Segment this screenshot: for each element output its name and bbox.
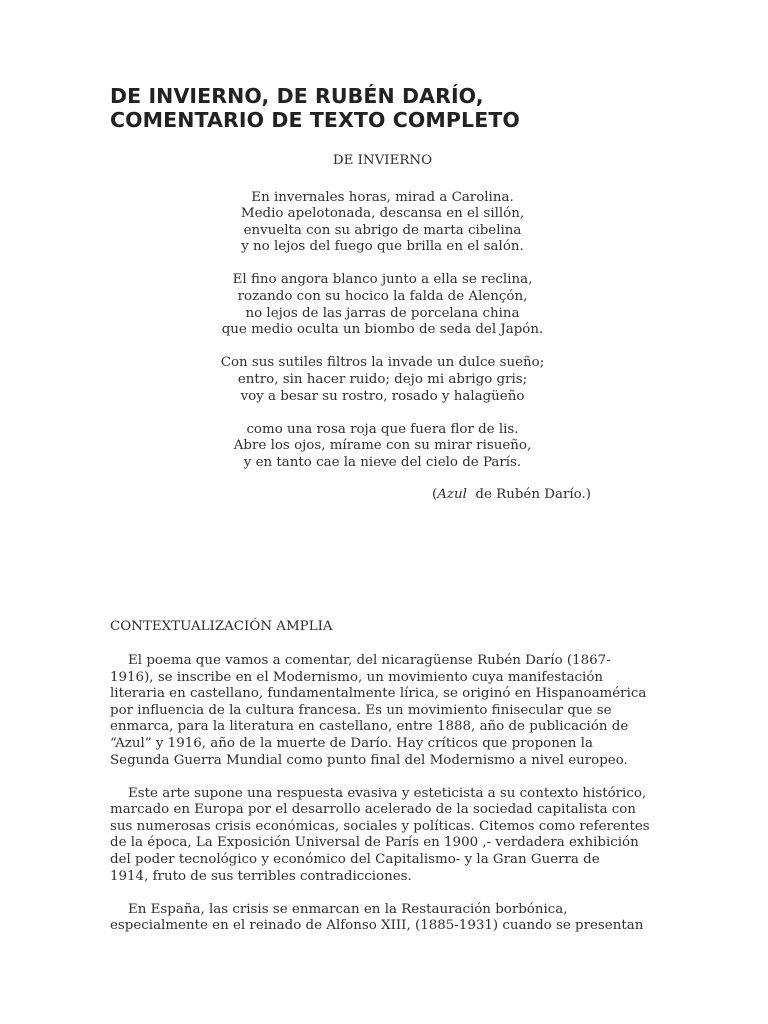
poem-stanza-2 [110,272,655,338]
paragraph-3 [110,902,655,935]
poem-stanza-4 [110,422,655,472]
paragraph-line: sus numerosas crisis económicas, sociales y políticas. Citemos como referentes [110,818,650,834]
paragraph-line: 1916), se inscribe en el Modernismo, un movimiento cuya manifestación [110,669,604,685]
attribution-open: ( [432,487,438,502]
paragraph-line: “Azul” y 1916, año de la muerte de Darío. Hay críticos que proponen la [110,735,593,751]
poem-attribution [432,487,591,504]
paragraph-line: 1914, fruto de sus terribles contradicciones. [110,868,412,884]
poem-stanza-3 [110,355,655,405]
document-title-line-1: DE INVIERNO, DE RUBÉN DARÍO, [110,84,484,108]
poem-line: voy a besar su rostro, rosado y halagüeño [240,388,525,404]
body-text [110,653,655,951]
document-title-line-2: COMENTARIO DE TEXTO COMPLETO [110,108,520,132]
paragraph-line: El poema que vamos a comentar, del nicaragüense Rubén Darío (1867- [128,653,611,668]
attribution-author: de Rubén Darío.) [466,487,591,502]
document-page [110,84,655,934]
poem-line: En invernales horas, mirad a Carolina. [251,189,514,205]
attribution-work-title: Azul [437,487,467,502]
paragraph-line: del poder tecnológico y económico del Capitalismo- y la Gran Guerra de [110,852,600,868]
poem-line: entro, sin hacer ruido; dejo mi abrigo gris; [237,371,528,387]
paragraph-line: En España, las crisis se enmarcan en la Restauración borbónica, [128,901,568,917]
poem-stanza-1 [110,190,655,256]
paragraph-2 [110,786,655,886]
poem-title: DE INVIERNO [332,153,433,168]
section-heading: CONTEXTUALIZACIÓN AMPLIA [110,619,333,634]
poem-line: Medio apelotonada, descansa en el sillón, [240,206,525,222]
paragraph-line: Este arte supone una respuesta evasiva y esteticista a su contexto histórico, [128,785,647,801]
paragraph-line: marcado en Europa por el desarrollo acelerado de la sociedad capitalista con [110,802,636,818]
paragraph-line: enmarca, para la literatura en castellano, entre 1888, año de publicación de [110,719,629,735]
poem-line: rozando con su hocico la falda de Alençón, [237,289,528,305]
paragraph-line: por influencia de la cultura francesa. Es un movimiento finisecular que se [110,702,612,718]
poem [110,153,655,471]
poem-line: y no lejos del fuego que brilla en el salón. [241,239,524,255]
poem-line: no lejos de las jarras de porcelana china [245,305,520,321]
poem-line: El fino angora blanco junto a ella se reclina, [232,272,533,288]
poem-line: Abre los ojos, mírame con su mirar risueño, [233,438,532,454]
paragraph-line: literaria en castellano, fundamentalmente lírica, se originó en Hispanoamérica [110,686,647,702]
document-title [110,84,655,132]
poem-line: que medio oculta un biombo de seda del Japón. [221,322,544,338]
paragraph-line: especialmente en el reinado de Alfonso XIII, (1885-1931) cuando se presentan [110,918,644,934]
poem-line: y en tanto cae la nieve del cielo de París. [243,454,522,470]
paragraph-line: de la época, La Exposición Universal de París en 1900 ,- verdadera exhibición [110,835,639,851]
poem-line: como una rosa roja que fuera flor de lis. [246,421,519,437]
poem-line: envuelta con su abrigo de marta cibelina [243,222,522,238]
paragraph-line: Segunda Guerra Mundial como punto final del Modernismo a nivel europeo. [110,752,628,768]
poem-line: Con sus sutiles filtros la invade un dulce sueño; [220,355,545,371]
paragraph-1 [110,653,655,769]
